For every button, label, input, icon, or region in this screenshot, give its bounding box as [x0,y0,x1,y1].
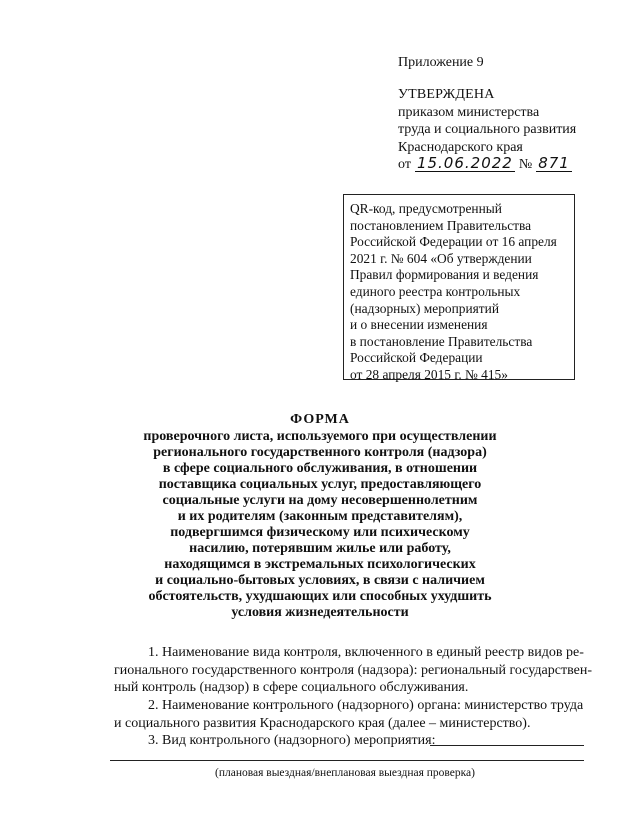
approval-line: приказом министерства [398,104,540,120]
number-label: № [518,157,533,172]
fill-in-line [110,760,584,761]
form-title-line: проверочного листа, используемого при осуществлении [143,429,497,444]
qr-note-line: и о внесении изменения [350,317,488,333]
qr-note-line: Российской Федерации [350,350,483,366]
form-title-line: социальные услуги на дому несовершеннолетним [162,493,478,508]
qr-note-line: единого реестра контрольных [350,283,521,299]
item-2-line: 2. Наименование контрольного (надзорного) органа: министерство труда [148,698,584,713]
item-1-line: ный контроль (надзор) в сфере социального обслуживания. [114,680,469,695]
qr-note-line: QR-код, предусмотренный [350,201,502,216]
approval-line: труда и социального развития [398,122,577,137]
qr-note-line: от 28 апреля 2015 г. № 415» [350,366,508,382]
qr-note-line: Российской Федерации от 16 апреля [350,234,557,250]
qr-note-line: (надзорных) мероприятий [350,300,499,316]
order-line [398,156,618,174]
order-number: 871 [538,154,570,172]
order-date: 15.06.2022 [416,154,513,172]
form-title-line: и социально-бытовых условиях, в связи с наличием [155,573,485,588]
form-title-line: находящимся в экстремальных психологических [164,557,476,572]
qr-note-line: 2021 г. № 604 «Об утверждении [350,250,532,266]
inspection-type-caption: (плановая выездная/внеплановая выездная проверка) [215,767,475,779]
qr-note-line: Правил формирования и ведения [350,267,539,283]
form-heading: ФОРМА [290,412,350,427]
form-title [110,412,530,621]
form-title-line: в сфере социального обслуживания, в отношении [162,461,478,476]
fill-in-line [430,745,584,746]
form-title-line: поставщика социальных услуг, предоставляющего [158,477,482,492]
item-3-line: 3. Вид контрольного (надзорного) мероприятия: [148,733,436,748]
item-3 [114,732,584,750]
qr-code-box [343,194,575,380]
form-title-line: обстоятельств, ухудшающих или способных ухудшить [148,589,492,604]
form-title-line: подвергшимся физическому или психическому [170,525,470,540]
item-1 [114,644,592,697]
form-title-line: регионального государственного контроля (надзора) [153,445,487,460]
from-label: от [398,157,411,172]
item-1-line: 1. Наименование вида контроля, включенного в единый реестр видов ре- [148,645,584,660]
form-title-line: условия жизнедеятельности [231,605,409,620]
approval-line: Краснодарского края [398,139,523,155]
item-1-line: гионального государственного контроля (надзора): региональный государствен- [114,662,592,678]
appendix-label: Приложение 9 [398,55,484,70]
approval-title: УТВЕРЖДЕНА [398,87,495,102]
form-title-line: и их родителям (законным представителям), [177,509,463,524]
approval-block [398,86,618,174]
item-2-line: и социального развития Краснодарского края (далее – министерство). [114,715,531,731]
form-title-line: насилию, потерявшим жилье или работу, [189,541,451,556]
qr-note-line: в постановление Правительства [350,333,533,349]
qr-note-line: постановлением Правительства [350,217,532,233]
item-2 [114,697,584,732]
